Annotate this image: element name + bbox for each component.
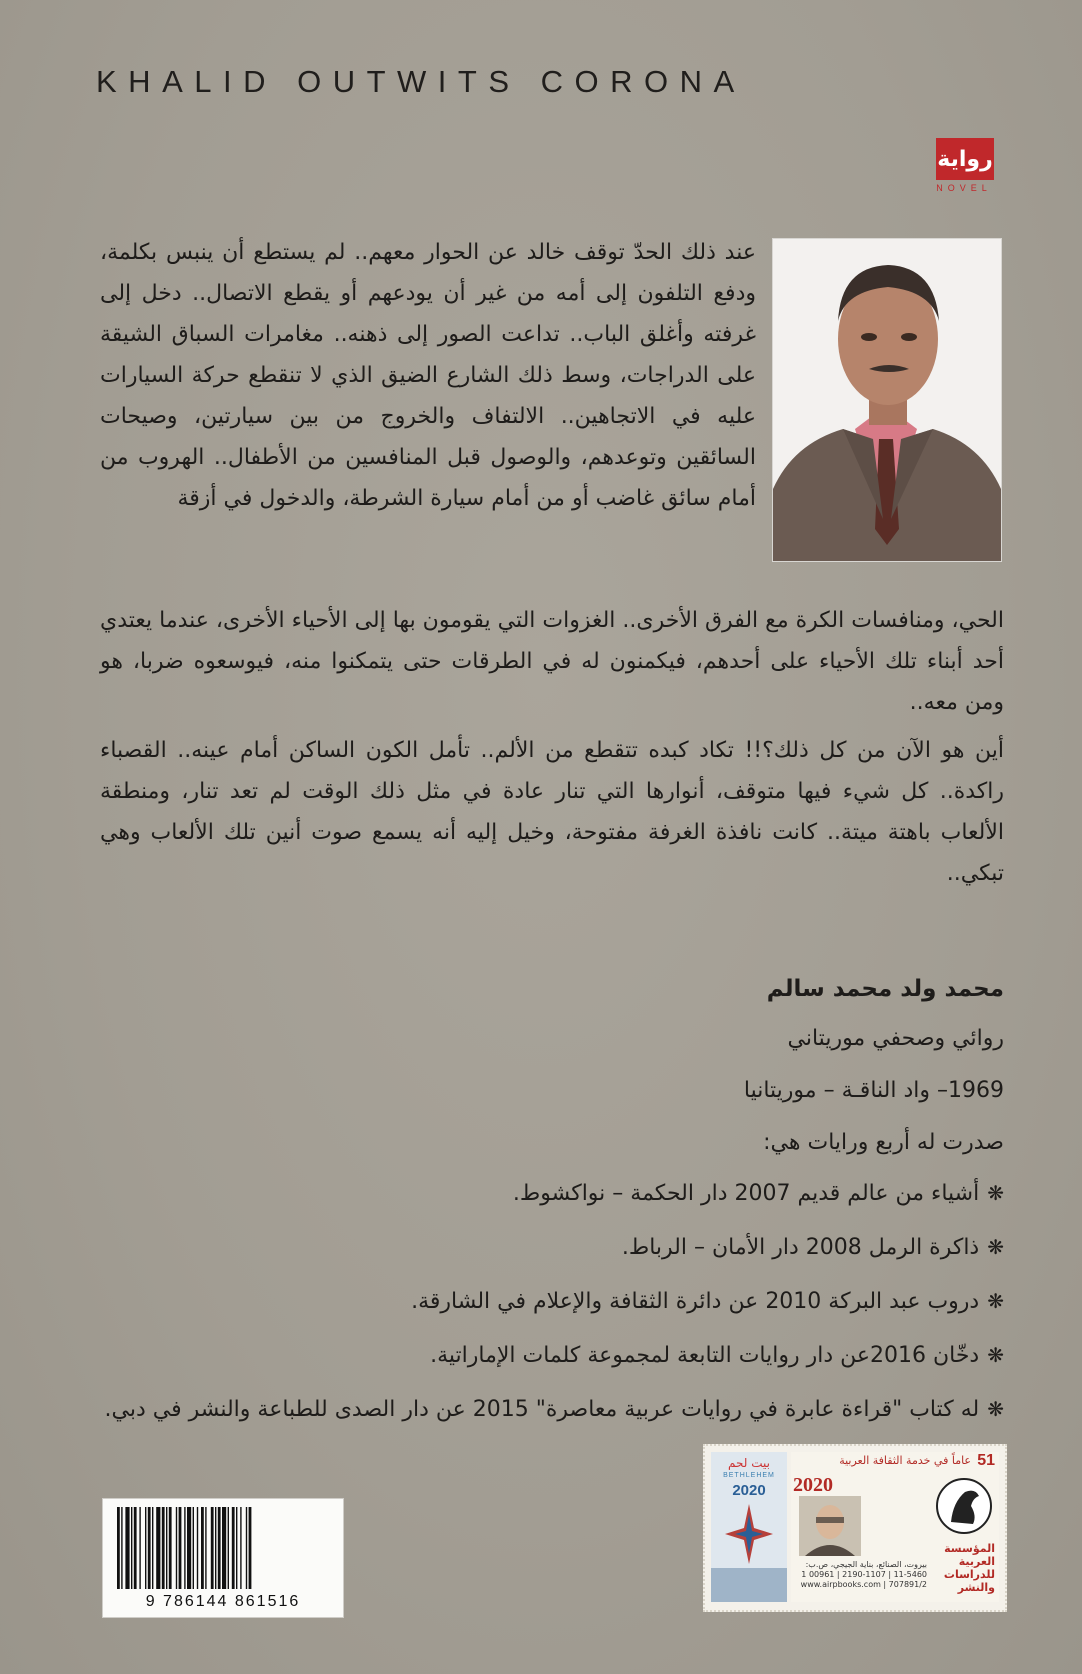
barcode-bar: [201, 1507, 204, 1589]
barcode-bar: [166, 1507, 167, 1589]
stamp-year: 2020: [793, 1474, 833, 1496]
barcode-bar: [205, 1507, 206, 1589]
works-list-item: [84, 1232, 1004, 1263]
barcode-bar: [125, 1507, 129, 1589]
stamp-portrait: [799, 1496, 861, 1556]
author-bio-line-1: روائي وصحفي موريتاني: [787, 1026, 1004, 1051]
publisher-stamp: [703, 1444, 1007, 1612]
barcode-bar: [240, 1507, 241, 1589]
bullet-icon: ❋: [987, 1289, 1004, 1313]
portrait-illustration: [799, 1496, 861, 1556]
works-list-item: [84, 1178, 1004, 1209]
excerpt-paragraph-2: أين هو الآن من كل ذلك؟!! تكاد كبده تتقطع من الألم.. تأمل الكون الساكن أمام عينه.. القصباء راكدة.. كل شيء فيها متوقف، أنوارها التي تنار عادة في مثل ذلك الوقت لم تعد تنار، ومنطقة الألعاب باهتة ميتة.. كانت نافذة الغرفة مفتوحة، وخيل إليه أنه يسمع صوت أنين تلك الألعاب وهي تبكي..: [100, 738, 1004, 886]
barcode-bar: [193, 1507, 194, 1589]
work-title: أشياء من عالم قديم 2007 دار الحكمة – نواكشوط.: [512, 1181, 980, 1206]
stamp-address: بيروت، الصنائع، بناية الجيجي، ص.ب: 5460-11 | 1107-2190 | 00961 1 707891/2 | www.airpbooks.com: [800, 1560, 927, 1589]
bullet-icon: ❋: [987, 1397, 1004, 1421]
excerpt-paragraph-1-top: عند ذلك الحدّ توقف خالد عن الحوار معهم.. لم يستطع أن ينبس بكلمة، ودفع التلفون إلى أمه من غير أن يودعهم أو يقطع الاتصال.. دخل إلى غرفته وأغلق الباب.. تداعت الصور إلى ذهنه.. مغامرات السباق الشيقة على الدراجات، وسط ذلك الشارع الضيق الذي لا تنقطع حركة السيارات عليه في الاتجاهين.. الالتفاف والخروج من بين سيارتين، وصيحات السائقين وتوعدهم، والوصول قبل المنافسين من الأطفال.. الهروب من أمام سائق غاضب أو من أمام سيارة الشرطة، والدخول في أزقة: [100, 240, 756, 511]
bullet-icon: ❋: [987, 1343, 1004, 1367]
barcode-bar: [169, 1507, 172, 1589]
barcode-bar: [131, 1507, 132, 1589]
works-intro: صدرت له أربع ورايات هي:: [763, 1130, 1004, 1155]
publisher-stamp-main: [791, 1452, 999, 1602]
barcode-bar: [197, 1507, 198, 1589]
logo-subtitle: NOVEL: [936, 183, 992, 193]
barcode-bar: [222, 1507, 226, 1589]
city-illustration: [711, 1568, 787, 1602]
book-title: KHALID OUTWITS CORONA: [96, 64, 746, 99]
barcode-bars: [117, 1507, 329, 1589]
barcode-bar: [145, 1507, 146, 1589]
author-bio-line-2: 1969– واد الناقـة – موريتانيا: [743, 1078, 1004, 1103]
barcode-bar: [249, 1507, 252, 1589]
excerpt-paragraph-1-bottom: الحي، ومنافسات الكرة مع الفرق الأخرى.. الغزوات التي يقومون بها إلى الأحياء الأخرى، عندما يعتدي أحد أبناء تلك الأحياء على أحدهم، فيكمنون له في الطرقات حتى يتمكنوا منه، فيوسعوه ضربا، هو ومن معه..: [100, 608, 1004, 715]
work-title: له كتاب "قراءة عابرة في روايات عربية معاصرة" 2015 عن دار الصدى للطباعة والنشر في دبي.: [104, 1397, 980, 1422]
work-title: دخّان 2016عن دار روايات التابعة لمجموعة كلمات الإماراتية.: [430, 1343, 980, 1368]
barcode-bar: [228, 1507, 229, 1589]
barcode-bar: [121, 1507, 122, 1589]
barcode-bar: [134, 1507, 137, 1589]
barcode-bar: [162, 1507, 165, 1589]
bullet-icon: ❋: [987, 1235, 1004, 1259]
barcode-bar: [211, 1507, 214, 1589]
barcode-bar: [117, 1507, 120, 1589]
barcode-bar: [218, 1507, 221, 1589]
bullet-icon: ❋: [987, 1181, 1004, 1205]
isbn-digits: 9 786144 861516: [145, 1593, 301, 1610]
bethlehem-stamp: [711, 1452, 787, 1602]
barcode-bar: [187, 1507, 191, 1589]
barcode-bar: [236, 1507, 237, 1589]
bethlehem-label-en: BETHLEHEM: [723, 1472, 775, 1479]
barcode-bar: [148, 1507, 151, 1589]
barcode-bar: [184, 1507, 185, 1589]
barcode-bar: [246, 1507, 247, 1589]
barcode-bar: [156, 1507, 160, 1589]
logo-mark: رواية: [936, 138, 994, 180]
works-list-item: [84, 1394, 1004, 1425]
stamp-org-name: المؤسسة العربية للدراسات والنشر: [943, 1542, 995, 1594]
bethlehem-year: 2020: [732, 1482, 766, 1499]
horse-logo-icon: [935, 1476, 993, 1536]
isbn-barcode: [102, 1498, 344, 1618]
publisher-logo: [928, 138, 1000, 202]
barcode-bar: [139, 1507, 140, 1589]
barcode-bar: [152, 1507, 153, 1589]
bethlehem-label-ar: بيت لحم: [728, 1456, 770, 1470]
star-icon: [725, 1504, 773, 1564]
author-portrait-illustration: [773, 239, 1001, 561]
works-list-item: [84, 1340, 1004, 1371]
works-list: [84, 1178, 1004, 1448]
work-title: دروب عبد البركة 2010 عن دائرة الثقافة والإعلام في الشارقة.: [411, 1289, 980, 1314]
barcode-bar: [176, 1507, 177, 1589]
works-list-item: [84, 1286, 1004, 1317]
author-name: محمد ولد محمد سالم: [766, 976, 1004, 1002]
barcode-bar: [232, 1507, 235, 1589]
barcode-bar: [215, 1507, 216, 1589]
author-photo: [772, 238, 1002, 562]
stamp-heading: عاماً في خدمة الثقافة العربية: [839, 1454, 971, 1467]
work-title: ذاكرة الرمل 2008 دار الأمان – الرباط.: [621, 1235, 980, 1260]
barcode-bar: [179, 1507, 182, 1589]
stamp-number: 51: [977, 1452, 995, 1469]
